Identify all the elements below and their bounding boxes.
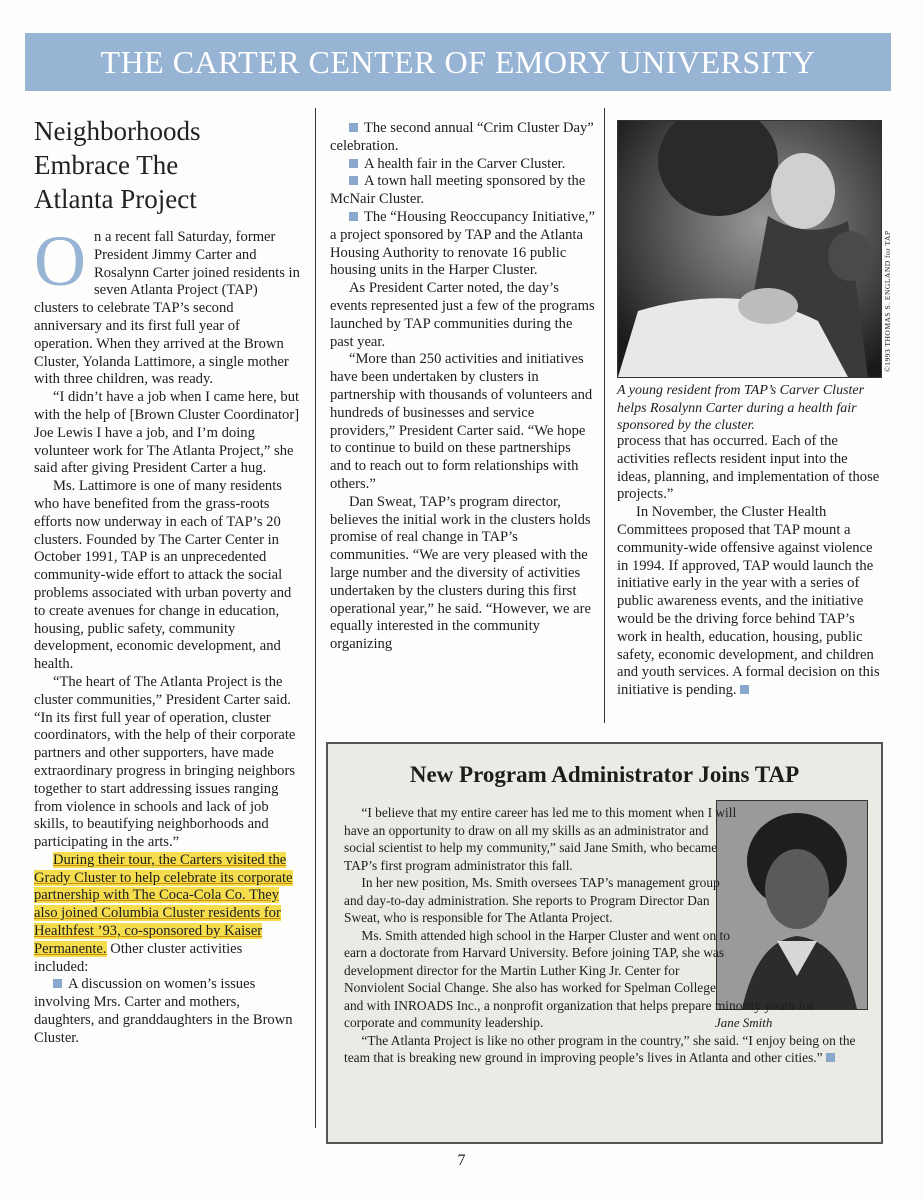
masthead-title: THE CARTER CENTER OF EMORY UNIVERSITY (100, 43, 816, 80)
masthead (25, 33, 891, 91)
lead-paragraph: On a recent fall Saturday, former President Jimmy Carter and Rosalynn Carter joined residents in seven Atlanta Project (TAP) clusters to celebrate TAP’s second anniversary and its first full year of operation. When they arrived at the Brown Cluster, Yolanda Lattimore, a single mother with three children, was ready. (34, 221, 300, 388)
square-bullet-icon (349, 159, 358, 168)
bullet-item: A health fair in the Carver Cluster. (330, 156, 595, 174)
bullet-item: A town hall meeting sponsored by the McNair Cluster. (330, 173, 586, 208)
sidebar-title: New Program Administrator Joins TAP (409, 762, 800, 787)
paragraph: “More than 250 activities and initiatives have been undertaken by clusters in partnership with thousands of volunteers and hundreds of businesses and service providers,” President Carter said. “We hope to continue to build on these partnerships and to reach out to form relationships with others.” (330, 351, 593, 492)
paragraph: Ms. Smith attended high school in the Harper Cluster and went on to earn a doctorate from Harvard University. Before joining TAP, she was development director for the Martin Luther King Jr. Center for Nonviolent Social Change. She also has worked for Spelman College (344, 927, 730, 995)
square-bullet-icon (53, 979, 62, 988)
bullet-item: The second annual “Crim Cluster Day” celebration. (330, 120, 594, 154)
photo-caption: A young resident from TAP’s Carver Cluster helps Rosalynn Carter during a health fair sponsored by the cluster. (617, 383, 865, 433)
drop-cap: O (34, 221, 86, 301)
paragraph: During their tour, the Carters visited the Grady Cluster to help celebrate its corporate partnership with The Coca-Cola Co. They also joined Columbia Cluster residents for Healthfest ’93, co-sponsored by Kaiser Permanente. Other cluster activities included: (34, 851, 293, 975)
paragraph: process that has occurred. Each of the activities reflects resident input into the ideas, planning, and implementation of those projects.” (617, 433, 880, 503)
paragraph: “I didn’t have a job when I came here, but with the help of [Brown Cluster Coordinator] Joe Lewis I have a job, and I’m doing volunteer work for The Atlanta Project,” she said after giving President Carter a hug. (34, 389, 300, 477)
article-column-2 (330, 120, 595, 654)
square-bullet-icon (349, 176, 358, 185)
paragraph: In her new position, Ms. Smith oversees TAP’s management group and day-to-day administration. She reports to Program Director Dan Sweat, who is responsible for The Atlanta Project. (344, 875, 720, 925)
article-column-1 (34, 114, 300, 1048)
column-divider-1 (315, 108, 316, 1128)
square-bullet-icon (349, 212, 358, 221)
bullet-item: The “Housing Reoccupancy Initiative,” a project sponsored by TAP and the Atlanta Housing Authority to renovate 16 public housing units in the Harper Cluster. (330, 208, 595, 279)
carter-health-fair-photo (617, 120, 882, 378)
sidebar-photo-caption: Jane Smith (715, 1015, 773, 1030)
end-mark-icon (740, 685, 749, 694)
highlighted-text: During their tour, the Carters visited the Grady Cluster to help celebrate its corporate partnership with The Coca-Cola Co. They also joined Columbia Cluster residents for Healthfest ’93, co-sponsored by Kaiser Permanente. (34, 851, 293, 957)
square-bullet-icon (349, 123, 358, 132)
page-number: 7 (457, 1152, 466, 1169)
paragraph: “I believe that my entire career has led me to this moment when I will have an opportunity to draw on all my skills as an administrator and social scientist to help my community,” said Jane Smith, who became TAP’s first program administrator this fall. (344, 805, 737, 873)
article-headline: Neighborhoods Embrace The Atlanta Project (34, 116, 201, 214)
article-column-3 (617, 433, 882, 700)
paragraph: “The heart of The Atlanta Project is the cluster communities,” President Carter said. “In its first full year of operation, cluster coordinators, with the help of their corporate partners and other supporters, have made extraordinary progress in bringing neighbors together to start addressing issues ranging from violence in schools and lack of job skills, to beautifying neighborhoods and participating in the arts.” (34, 673, 296, 851)
column-divider-2 (604, 108, 605, 723)
sidebar-box (326, 742, 883, 1144)
bullet-item: A discussion on women’s issues involving Mrs. Carter and mothers, daughters, and granddaughters in the Brown Cluster. (34, 976, 293, 1046)
paragraph: “The Atlanta Project is like no other program in the country,” she said. “I enjoy being on the team that is breaking new ground in improving people’s lives in Atlanta and other cities.” (344, 1032, 856, 1065)
paragraph: and with INROADS Inc., a nonprofit organization that helps prepare minority youth for corporate and community leadership. (344, 997, 814, 1030)
end-mark-icon (826, 1053, 835, 1062)
photo-credit: ©1993 THOMAS S. ENGLAND for TAP (883, 230, 892, 372)
paragraph: Ms. Lattimore is one of many residents who have benefited from the grass-roots efforts now underway in each of TAP’s 20 clusters. Founded by The Carter Center in October 1991, TAP is an unprecedented community-wide effort to attack the social problems associated with urban poverty and to create avenues for change in education, housing, public safety, community development, economic development, and health. (34, 478, 292, 673)
paragraph: Dan Sweat, TAP’s program director, believes the initial work in the clusters holds promise of real change in TAP’s communities. “We are very pleased with the large number and the diversity of activities undertaken by the clusters during this first operational year,” he said. “However, we are equally interested in the community organizing (330, 493, 591, 653)
paragraph: In November, the Cluster Health Committees proposed that TAP mount a community-wide offensive against violence in 1994. If approved, TAP would launch the initiative early in the year with a series of public awareness events, and the initiative would be the driving force behind TAP’s work in health, education, housing, public safety, economic development, and children and youth services. A formal decision on this initiative is pending. (617, 504, 880, 699)
paragraph: As President Carter noted, the day’s events represented just a few of the programs launched by TAP communities during the past year. (330, 280, 595, 350)
sidebar-text (344, 804, 856, 1067)
